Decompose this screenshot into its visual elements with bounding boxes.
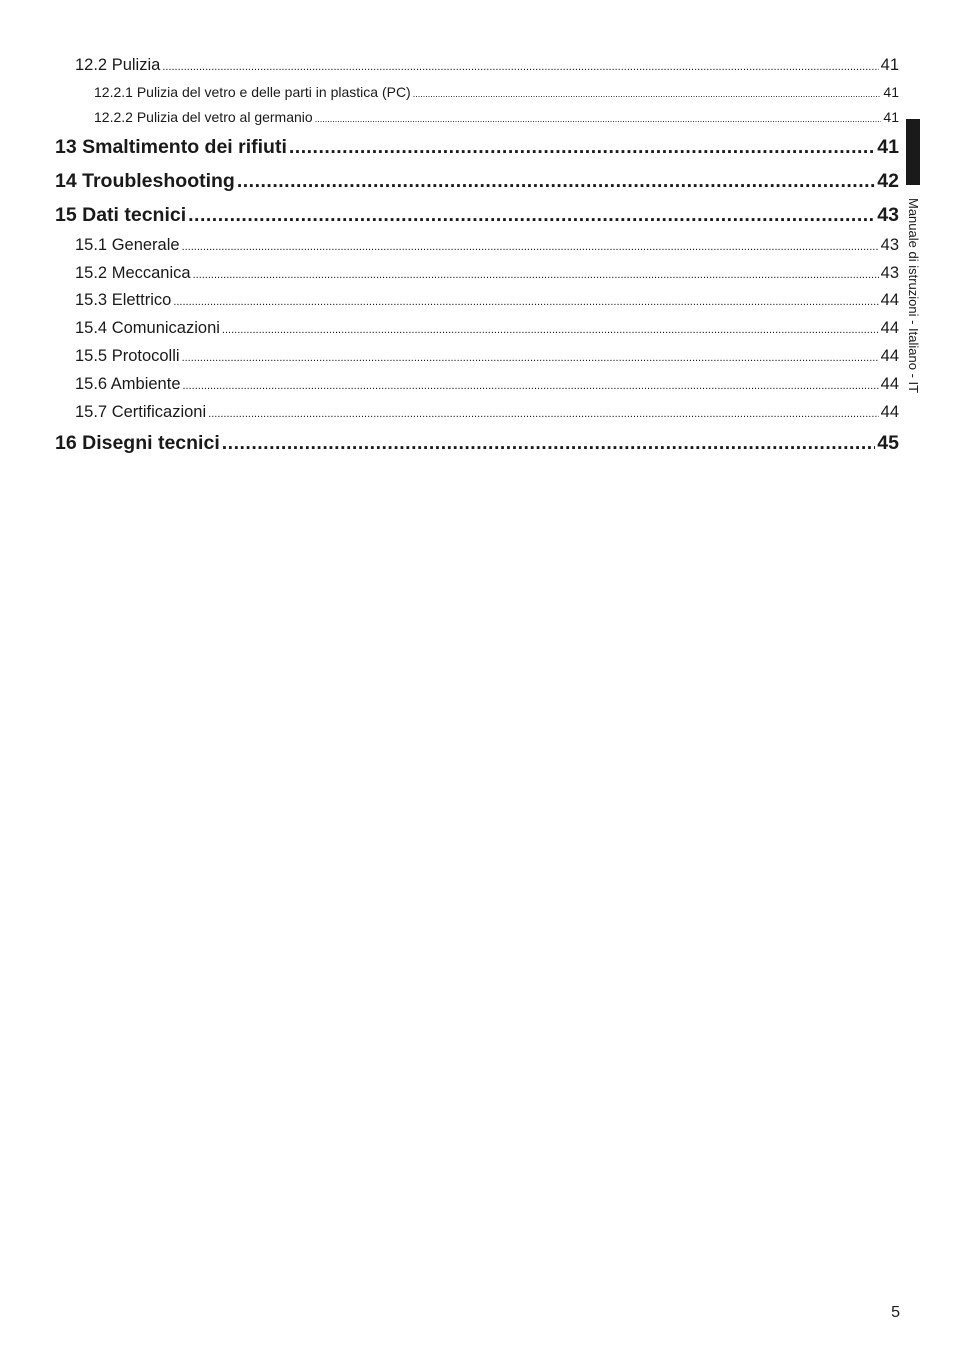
dot-leader [222, 317, 879, 345]
dot-leader [183, 373, 879, 401]
side-tab-marker [906, 119, 920, 185]
dot-leader [182, 345, 879, 373]
toc-entry-page: 41 [883, 108, 899, 125]
toc-entry-page: 44 [880, 346, 899, 365]
dot-leader [208, 401, 878, 429]
dot-leader [289, 130, 875, 164]
toc-entry[interactable] [55, 52, 899, 80]
toc-entry[interactable] [55, 80, 899, 105]
toc-chapter[interactable] [55, 164, 899, 198]
toc-entry[interactable] [55, 287, 899, 315]
toc-entry[interactable] [55, 105, 899, 130]
toc-entry-title: 15.6 Ambiente [75, 374, 181, 393]
dot-leader [222, 426, 876, 460]
dot-leader [237, 164, 875, 198]
toc-entry-title: 15.5 Protocolli [75, 346, 180, 365]
toc-entry-title: 15.7 Certificazioni [75, 402, 207, 421]
toc-chapter[interactable] [55, 130, 899, 164]
toc-entry-page: 44 [880, 402, 899, 421]
toc-entry[interactable] [55, 315, 899, 343]
toc-chapter-title: 15 Dati tecnici [55, 203, 187, 226]
dot-leader [315, 107, 882, 132]
side-label: Manuale di istruzioni - Italiano - IT [906, 198, 921, 394]
toc-entry-title: 12.2.2 Pulizia del vetro al germanio [94, 108, 313, 125]
toc-chapter-title: 14 Troubleshooting [55, 169, 235, 192]
dot-leader [162, 54, 878, 82]
toc-entry[interactable] [55, 371, 899, 399]
toc-entry-page: 43 [880, 235, 899, 254]
toc-chapter-page: 43 [877, 203, 899, 226]
toc-chapter-title: 13 Smaltimento dei rifiuti [55, 135, 287, 158]
dot-leader [173, 289, 878, 317]
toc-chapter-page: 45 [877, 432, 899, 455]
toc-chapter-title: 16 Disegni tecnici [55, 432, 220, 455]
toc-chapter[interactable] [55, 426, 899, 460]
toc-entry-page: 41 [880, 56, 899, 74]
toc-entry-title: 15.3 Elettrico [75, 291, 172, 310]
toc-entry[interactable] [55, 260, 899, 288]
toc-entry-page: 44 [880, 374, 899, 393]
toc-entry-title: 12.2 Pulizia [75, 56, 161, 74]
toc-entry[interactable] [55, 343, 899, 371]
dot-leader [182, 234, 879, 262]
dot-leader [193, 262, 879, 290]
toc-chapter-page: 41 [877, 135, 899, 158]
dot-leader [413, 82, 882, 107]
toc-entry-page: 43 [880, 263, 899, 282]
toc-entry-title: 15.2 Meccanica [75, 263, 191, 282]
toc-entry-page: 44 [880, 319, 899, 338]
toc-chapter-page: 42 [877, 169, 899, 192]
table-of-contents [55, 52, 899, 460]
page-number: 5 [891, 1304, 900, 1321]
toc-entry-title: 15.4 Comunicazioni [75, 319, 220, 338]
toc-entry-title: 15.1 Generale [75, 235, 180, 254]
toc-entry[interactable] [55, 399, 899, 427]
toc-chapter[interactable] [55, 198, 899, 232]
toc-entry[interactable] [55, 232, 899, 260]
toc-entry-page: 41 [883, 83, 899, 100]
toc-entry-page: 44 [880, 291, 899, 310]
dot-leader [188, 198, 875, 232]
toc-entry-title: 12.2.1 Pulizia del vetro e delle parti in plastica (PC) [94, 83, 411, 100]
